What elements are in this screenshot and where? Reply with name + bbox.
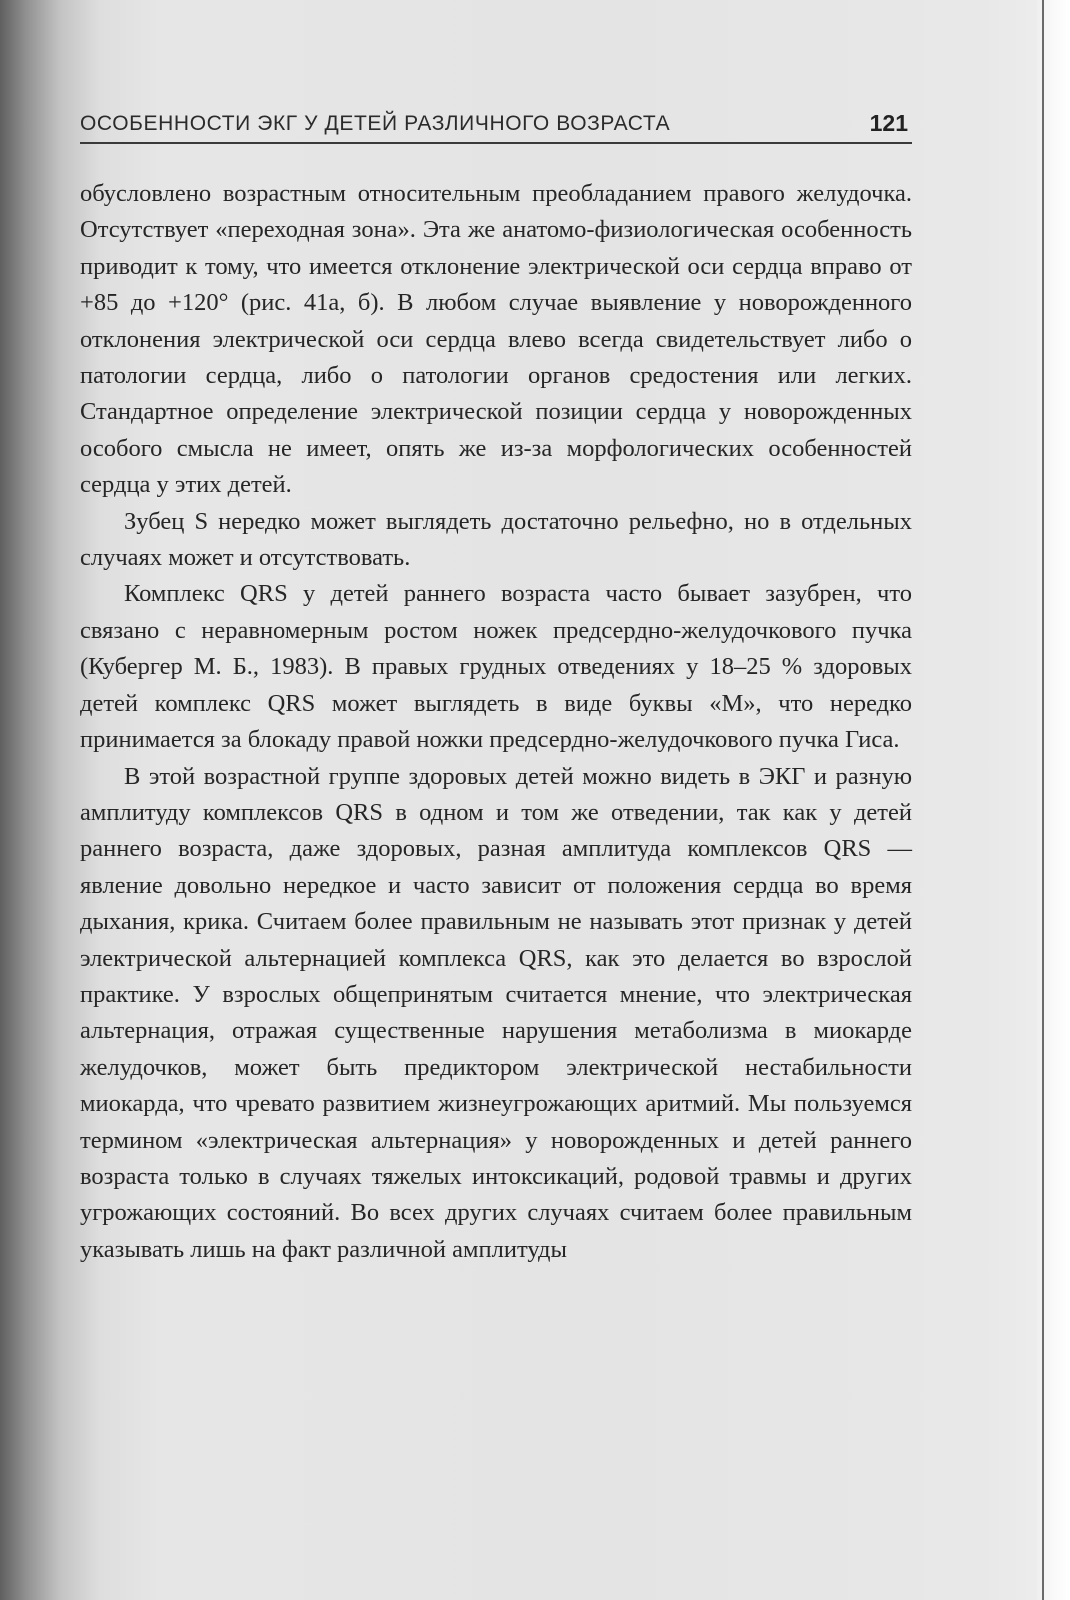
paragraph: В этой возрастной группе здоровых детей можно видеть в ЭКГ и разную амплитуду комплексов QRS в одном и том же отведении, так как у детей раннего возраста, даже здоровых, разная амплитуда комплексов QRS — явление довольно нередкое и часто зависит от положения сердца во время дыхания, крика. Считаем более правильным не называть этот признак у детей электрической альтернацией комплекса QRS, как это делается во взрослой практике. У взрослых общепринятым считается мнение, что электрическая альтернация, отражая существенные нарушения метаболизма в миокарде желудочков, может быть предиктором электрической нестабильности миокарда, что чревато развитием жизнеугрожающих аритмий. Мы пользуемся термином «электрическая альтернация» у новорожденных и детей раннего возраста только в случаях тяжелых интоксикаций, родовой травмы и других угрожающих состояний. Во всех других случаях считаем более правильным указывать лишь на факт различной амплитуды	[80, 762, 912, 1263]
paragraph: Комплекс QRS у детей раннего возраста часто бывает зазубрен, что связано с неравномерным ростом ножек предсердно-желудочкового пучка (Кубергер М. Б., 1983). В правых грудных отведениях у 18–25 % здоровых детей комплекс QRS может выглядеть в виде буквы «М», что нередко принимается за блокаду правой ножки предсердно-желудочкового пучка Гиса.	[80, 580, 912, 754]
body-text	[80, 176, 912, 1268]
paragraph: Зубец S нередко может выглядеть достаточно рельефно, но в отдельных случаях может и отсутствовать.	[80, 507, 912, 572]
running-title: ОСОБЕННОСТИ ЭКГ У ДЕТЕЙ РАЗЛИЧНОГО ВОЗРАСТА	[80, 112, 671, 135]
page-edge-divider	[1042, 0, 1044, 1600]
running-header	[80, 110, 912, 144]
paragraph: обусловлено возрастным относительным преобладанием правого желудочка. Отсутствует «переходная зона». Эта же анатомо-физиологическая особенность приводит к тому, что имеется отклонение электрической оси сердца вправо от +85 до +120° (рис. 41а, б). В любом случае выявление у новорожденного отклонения электрической оси сердца влево всегда свидетельствует либо о патологии сердца, либо о патологии органов средостения или легких. Стандартное определение электрической позиции сердца у новорожденных особого смысла не имеет, опять же из-за морфологических особенностей сердца у этих детей.	[80, 180, 912, 499]
page-number: 121	[869, 110, 908, 136]
